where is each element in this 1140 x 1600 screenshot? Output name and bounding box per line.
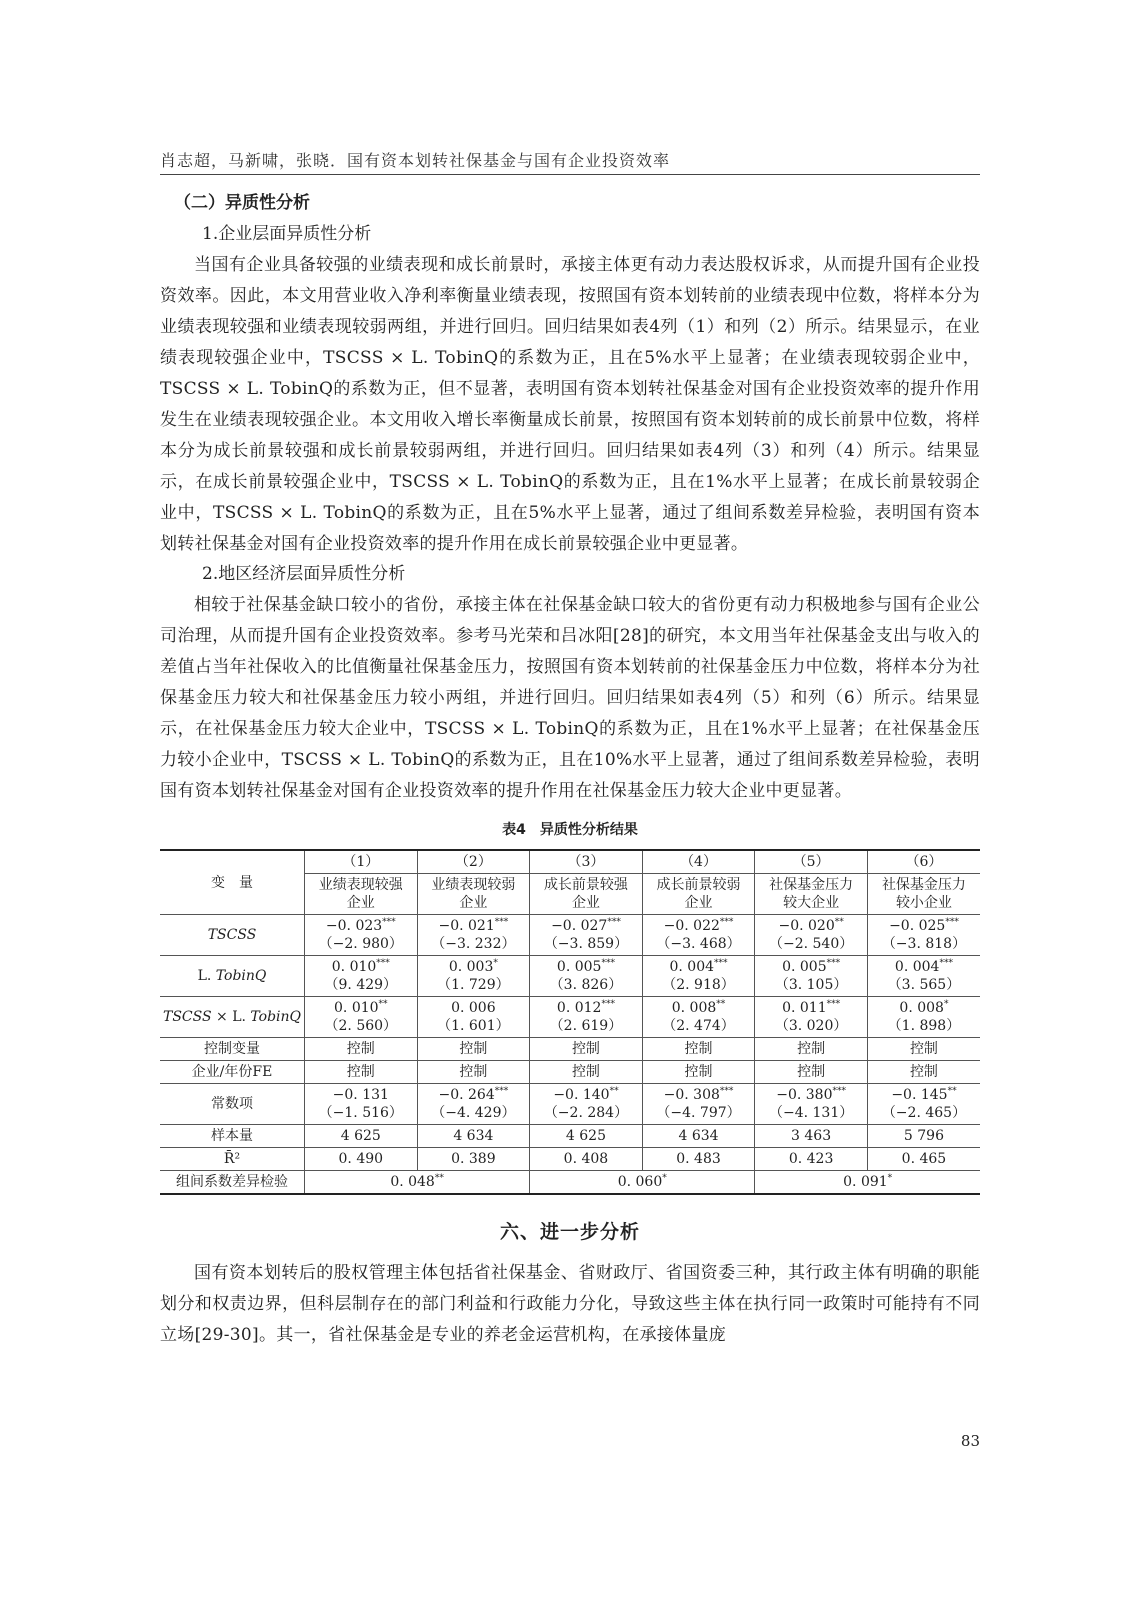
row-label: 常数项 bbox=[160, 1084, 305, 1125]
column-name: 成长前景较强 企业 bbox=[530, 874, 643, 915]
column-number: （5） bbox=[755, 850, 868, 874]
variable-row bbox=[160, 915, 980, 956]
coefficient-cell: 0. 004*** （3. 565） bbox=[867, 956, 980, 997]
section-heading: （二）异质性分析 bbox=[174, 193, 310, 213]
coefficient-cell: 0. 011*** （3. 020） bbox=[755, 997, 868, 1038]
variable-row bbox=[160, 997, 980, 1038]
r-squared-row bbox=[160, 1148, 980, 1171]
r-squared-cell: 0. 423 bbox=[755, 1148, 868, 1171]
constant-row bbox=[160, 1084, 980, 1125]
row-label: 控制变量 bbox=[160, 1038, 305, 1061]
paragraph-1: 当国有企业具备较强的业绩表现和成长前景时，承接主体更有动力表达股权诉求，从而提升国有企业投资效率。因此，本文用营业收入净利率衡量业绩表现，按照国有资本划转前的业绩表现中位数，将样本分为业绩表现较强和业绩表现较弱两组，并进行回归。回归结果如表4列（1）和列（2）所示。结果显示，在业绩表现较强企业中，TSCSS × L. TobinQ的系数为正，且在5%水平上显著；在业绩表现较弱企业中，TSCSS × L. TobinQ的系数为正，但不显著，表明国有资本划转社保基金对国有企业投资效率的提升作用发生在业绩表现较强企业。本文用收入增长率衡量成长前景，按照国有资本划转前的成长前景中位数，将样本分为成长前景较强和成长前景较弱两组，并进行回归。回归结果如表4列（3）和列（4）所示。结果显示，在成长前景较强企业中，TSCSS × L. TobinQ的系数为正，且在1%水平上显著；在成长前景较弱企业中，TSCSS × L. TobinQ的系数为正，且在5%水平上显著，通过了组间系数差异检验，表明国有资本划转社保基金对国有企业投资效率的提升作用在成长前景较强企业中更显著。 bbox=[160, 255, 980, 554]
table-caption: 表4 异质性分析结果 bbox=[502, 822, 638, 838]
subsection-heading-2: 2.地区经济层面异质性分析 bbox=[202, 564, 406, 584]
coefficient-cell: 0. 010*** （9. 429） bbox=[305, 956, 418, 997]
control-cell: 控制 bbox=[642, 1038, 755, 1061]
coefficient-cell: 0. 005*** （3. 105） bbox=[755, 956, 868, 997]
control-cell: 控制 bbox=[642, 1061, 755, 1084]
article-body bbox=[160, 190, 980, 1351]
r-squared-cell: 0. 465 bbox=[867, 1148, 980, 1171]
sample-size-cell: 4 634 bbox=[417, 1125, 530, 1148]
control-cell: 控制 bbox=[417, 1061, 530, 1084]
coefficient-cell: 0. 003* （1. 729） bbox=[417, 956, 530, 997]
control-cell: 控制 bbox=[417, 1038, 530, 1061]
variable-header: 变 量 bbox=[160, 850, 305, 915]
sample-size-row bbox=[160, 1125, 980, 1148]
control-cell: 控制 bbox=[530, 1061, 643, 1084]
control-cell: 控制 bbox=[755, 1038, 868, 1061]
coefficient-cell: −0. 021*** （−3. 232） bbox=[417, 915, 530, 956]
row-label: R̄² bbox=[160, 1148, 305, 1171]
r-squared-cell: 0. 483 bbox=[642, 1148, 755, 1171]
constant-cell: −0. 380*** （−4. 131） bbox=[755, 1084, 868, 1125]
column-number: （3） bbox=[530, 850, 643, 874]
control-cell: 控制 bbox=[305, 1038, 418, 1061]
paragraph-3: 国有资本划转后的股权管理主体包括省社保基金、省财政厅、省国资委三种，其行政主体有明确的职能划分和权责边界，但科层制存在的部门利益和行政能力分化，导致这些主体在执行同一政策时可能持有不同立场[29-30]。其一，省社保基金是专业的养老金运营机构，在承接体量庞 bbox=[160, 1263, 980, 1345]
control-cell: 控制 bbox=[867, 1061, 980, 1084]
difference-test-cell: 0. 060* bbox=[530, 1171, 755, 1195]
coefficient-cell: 0. 006 （1. 601） bbox=[417, 997, 530, 1038]
results-table bbox=[160, 849, 980, 1195]
control-cell: 控制 bbox=[305, 1061, 418, 1084]
column-number: （2） bbox=[417, 850, 530, 874]
constant-cell: −0. 308*** （−4. 797） bbox=[642, 1084, 755, 1125]
variable-label: TSCSS × L. TobinQ bbox=[160, 997, 305, 1038]
control-cell: 控制 bbox=[755, 1061, 868, 1084]
r-squared-cell: 0. 389 bbox=[417, 1148, 530, 1171]
page-number: 83 bbox=[960, 1432, 980, 1450]
variable-row bbox=[160, 956, 980, 997]
paragraph-2: 相较于社保基金缺口较小的省份，承接主体在社保基金缺口较大的省份更有动力积极地参与国有企业公司治理，从而提升国有企业投资效率。参考马光荣和吕冰阳[28]的研究，本文用当年社保基金支出与收入的差值占当年社保收入的比值衡量社保基金压力，按照国有资本划转前的社保基金压力中位数，将样本分为社保基金压力较大和社保基金压力较小两组，并进行回归。回归结果如表4列（5）和列（6）所示。结果显示，在社保基金压力较大企业中，TSCSS × L. TobinQ的系数为正，且在1%水平上显著；在社保基金压力较小企业中，TSCSS × L. TobinQ的系数为正，且在10%水平上显著，通过了组间系数差异检验，表明国有资本划转社保基金对国有企业投资效率的提升作用在社保基金压力较大企业中更显著。 bbox=[160, 595, 980, 801]
difference-test-row bbox=[160, 1171, 980, 1195]
constant-cell: −0. 131 （−1. 516） bbox=[305, 1084, 418, 1125]
coefficient-cell: −0. 025*** （−3. 818） bbox=[867, 915, 980, 956]
difference-test-cell: 0. 091* bbox=[755, 1171, 980, 1195]
row-label: 企业/年份FE bbox=[160, 1061, 305, 1084]
coefficient-cell: −0. 022*** （−3. 468） bbox=[642, 915, 755, 956]
sample-size-cell: 4 625 bbox=[305, 1125, 418, 1148]
control-cell: 控制 bbox=[867, 1038, 980, 1061]
sample-size-cell: 4 625 bbox=[530, 1125, 643, 1148]
column-name: 社保基金压力 较小企业 bbox=[867, 874, 980, 915]
column-name: 业绩表现较强 企业 bbox=[305, 874, 418, 915]
control-row bbox=[160, 1038, 980, 1061]
constant-cell: −0. 140** （−2. 284） bbox=[530, 1084, 643, 1125]
row-label: 样本量 bbox=[160, 1125, 305, 1148]
column-number: （1） bbox=[305, 850, 418, 874]
header-rule bbox=[160, 174, 980, 175]
constant-cell: −0. 264*** （−4. 429） bbox=[417, 1084, 530, 1125]
control-cell: 控制 bbox=[530, 1038, 643, 1061]
variable-label: L. TobinQ bbox=[160, 956, 305, 997]
column-name: 业绩表现较弱 企业 bbox=[417, 874, 530, 915]
coefficient-cell: −0. 020** （−2. 540） bbox=[755, 915, 868, 956]
sample-size-cell: 4 634 bbox=[642, 1125, 755, 1148]
coefficient-cell: 0. 008* （1. 898） bbox=[867, 997, 980, 1038]
coefficient-cell: 0. 008** （2. 474） bbox=[642, 997, 755, 1038]
variable-label: TSCSS bbox=[160, 915, 305, 956]
section-six-title: 六、进一步分析 bbox=[499, 1221, 640, 1243]
running-head: 肖志超，马新啸，张晓．国有资本划转社保基金与国有企业投资效率 bbox=[160, 151, 671, 170]
constant-cell: −0. 145** （−2. 465） bbox=[867, 1084, 980, 1125]
coefficient-cell: −0. 023*** （−2. 980） bbox=[305, 915, 418, 956]
coefficient-cell: 0. 010** （2. 560） bbox=[305, 997, 418, 1038]
coefficient-cell: −0. 027*** （−3. 859） bbox=[530, 915, 643, 956]
coefficient-cell: 0. 005*** （3. 826） bbox=[530, 956, 643, 997]
difference-test-cell: 0. 048** bbox=[305, 1171, 530, 1195]
fe-row bbox=[160, 1061, 980, 1084]
header-row-numbers bbox=[160, 850, 980, 874]
column-name: 社保基金压力 较大企业 bbox=[755, 874, 868, 915]
column-number: （4） bbox=[642, 850, 755, 874]
subsection-heading-1: 1.企业层面异质性分析 bbox=[202, 224, 372, 244]
sample-size-cell: 3 463 bbox=[755, 1125, 868, 1148]
r-squared-cell: 0. 490 bbox=[305, 1148, 418, 1171]
row-label: 组间系数差异检验 bbox=[160, 1171, 305, 1195]
column-number: （6） bbox=[867, 850, 980, 874]
sample-size-cell: 5 796 bbox=[867, 1125, 980, 1148]
coefficient-cell: 0. 004*** （2. 918） bbox=[642, 956, 755, 997]
coefficient-cell: 0. 012*** （2. 619） bbox=[530, 997, 643, 1038]
column-name: 成长前景较弱 企业 bbox=[642, 874, 755, 915]
r-squared-cell: 0. 408 bbox=[530, 1148, 643, 1171]
